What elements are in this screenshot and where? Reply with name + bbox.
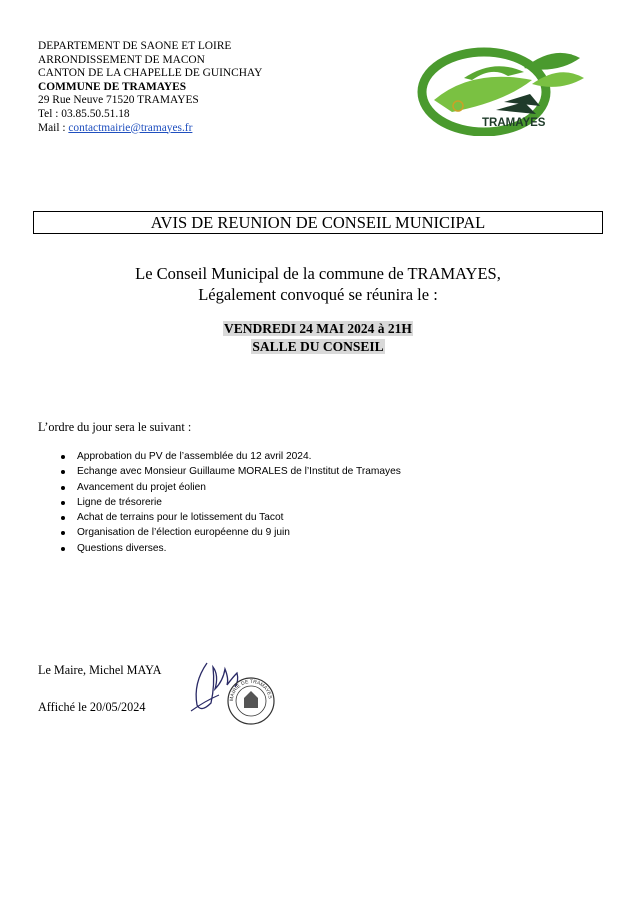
canton-line: CANTON DE LA CHAPELLE DE GUINCHAY	[38, 67, 263, 80]
meeting-place: SALLE DU CONSEIL	[252, 339, 384, 354]
arrondissement-line: ARRONDISSEMENT DE MACON	[38, 53, 205, 66]
mairie-stamp	[226, 676, 276, 726]
mayor-name: Le Maire, Michel MAYA	[38, 663, 162, 677]
meeting-date: VENDREDI 24 MAI 2024 à 21H	[224, 321, 412, 336]
agenda-intro: L’ordre du jour sera le suivant :	[38, 420, 192, 434]
meeting-date-wrap	[0, 320, 636, 338]
meeting-place-wrap	[0, 338, 636, 356]
sender-address-block	[38, 40, 262, 135]
mail-line	[38, 122, 262, 136]
stamp-text: MAIRIE DE TRAMAYES	[228, 678, 273, 702]
mail-link[interactable]: contactmairie@tramayes.fr	[68, 121, 193, 134]
agenda-item: Approbation du PV de l’assemblée du 12 avril 2024.	[60, 449, 401, 464]
agenda-item: Achat de terrains pour le lotissement du Tacot	[60, 510, 401, 525]
agenda-item: Organisation de l’élection européenne du 9 juin	[60, 525, 401, 540]
phone-line: Tel : 03.85.50.51.18	[38, 107, 130, 120]
page-title: AVIS DE REUNION DE CONSEIL MUNICIPAL	[33, 211, 603, 234]
intro-line-1: Le Conseil Municipal de la commune de TRAMAYES,	[135, 264, 501, 283]
commune-line: COMMUNE DE TRAMAYES	[38, 80, 187, 93]
agenda-item: Echange avec Monsieur Guillaume MORALES de l’Institut de Tramayes	[60, 464, 401, 479]
department-line: DEPARTEMENT DE SAONE ET LOIRE	[38, 40, 232, 52]
address-line: 29 Rue Neuve 71520 TRAMAYES	[38, 94, 199, 107]
agenda-item: Ligne de trésorerie	[60, 495, 401, 510]
tramayes-logo	[412, 44, 584, 136]
agenda-item: Questions diverses.	[60, 541, 401, 556]
posted-date: Affiché le 20/05/2024	[38, 700, 146, 714]
mail-label: Mail :	[38, 121, 69, 134]
intro-line-2: Légalement convoqué se réunira le :	[198, 285, 438, 304]
logo-text: TRAMAYES	[482, 117, 546, 129]
agenda-item: Avancement du projet éolien	[60, 480, 401, 495]
agenda-list	[60, 449, 401, 556]
